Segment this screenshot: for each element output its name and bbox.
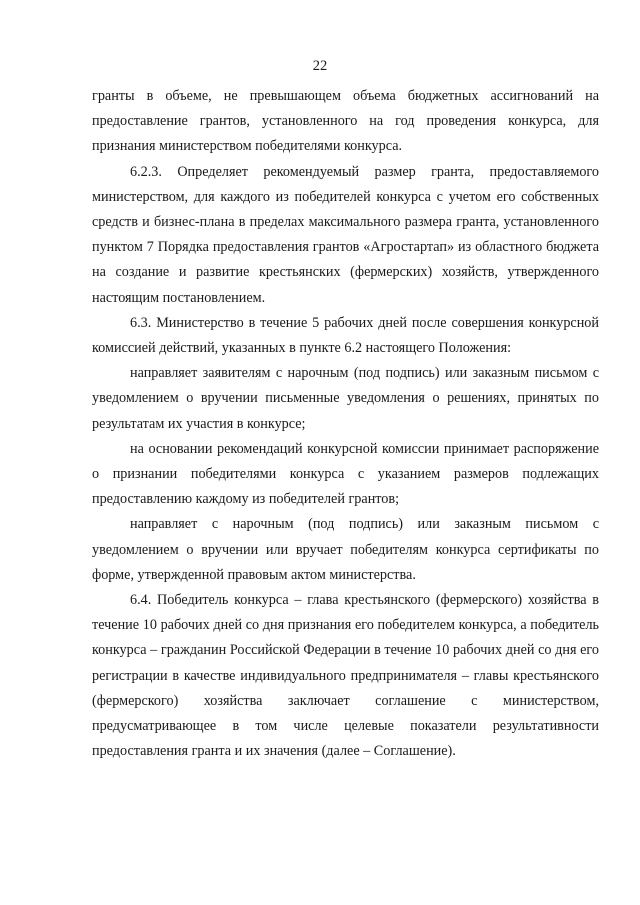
paragraph-6-4: 6.4. Победитель конкурса – глава крестьянского (фермерского) хозяйства в течение 10 рабочих дней со дня признания его победителем конкурса, а победитель конкурса – гражданин Российской Федерации в течение 10 рабочих дней со дня его регистрации в качестве индивидуального предпринимателя – главы крестьянского (фермерского) хозяйства заключает соглашение с министерством, предусматривающее в том числе целевые показатели результативности предоставления гранта и их значения (далее – Соглашение). xyxy=(92,592,599,760)
paragraph-continuation: гранты в объеме, не превышающем объема бюджетных ассигнований на предоставление грантов, установленного на год проведения конкурса, для признания министерством победителями конкурса. xyxy=(92,88,599,155)
document-body xyxy=(92,84,599,764)
paragraph-6-3-order: на основании рекомендаций конкурсной комиссии принимает распоряжение о признании победителями конкурса с указанием размеров подлежащих предоставлению каждому из победителей грантов; xyxy=(92,440,599,508)
paragraph-6-3: 6.3. Министерство в течение 5 рабочих дней после совершения конкурсной комиссией действий, указанных в пункте 6.2 настоящего Положения: xyxy=(92,314,599,357)
paragraph-6-2-3: 6.2.3. Определяет рекомендуемый размер гранта, предоставляемого министерством, для каждого из победителей конкурса с учетом его собственных средств и бизнес-плана в пределах максимального размера гранта, установленного пунктом 7 Порядка предоставления грантов «Агростартап» из областного бюджета на создание и развитие крестьянских (фермерских) хозяйств, утвержденного настоящим постановлением. xyxy=(92,163,599,306)
page-number: 22 xyxy=(312,58,328,74)
paragraph-6-3-notify-applicants: направляет заявителям с нарочным (под подпись) или заказным письмом с уведомлением о вручении письменные уведомления о решениях, принятых по результатам их участия в конкурсе; xyxy=(92,365,599,432)
paragraph-6-3-certificates: направляет с нарочным (под подпись) или заказным письмом с уведомлением о вручении или вручает победителям конкурса сертификаты по форме, утвержденной правовым актом министерства. xyxy=(92,516,599,583)
